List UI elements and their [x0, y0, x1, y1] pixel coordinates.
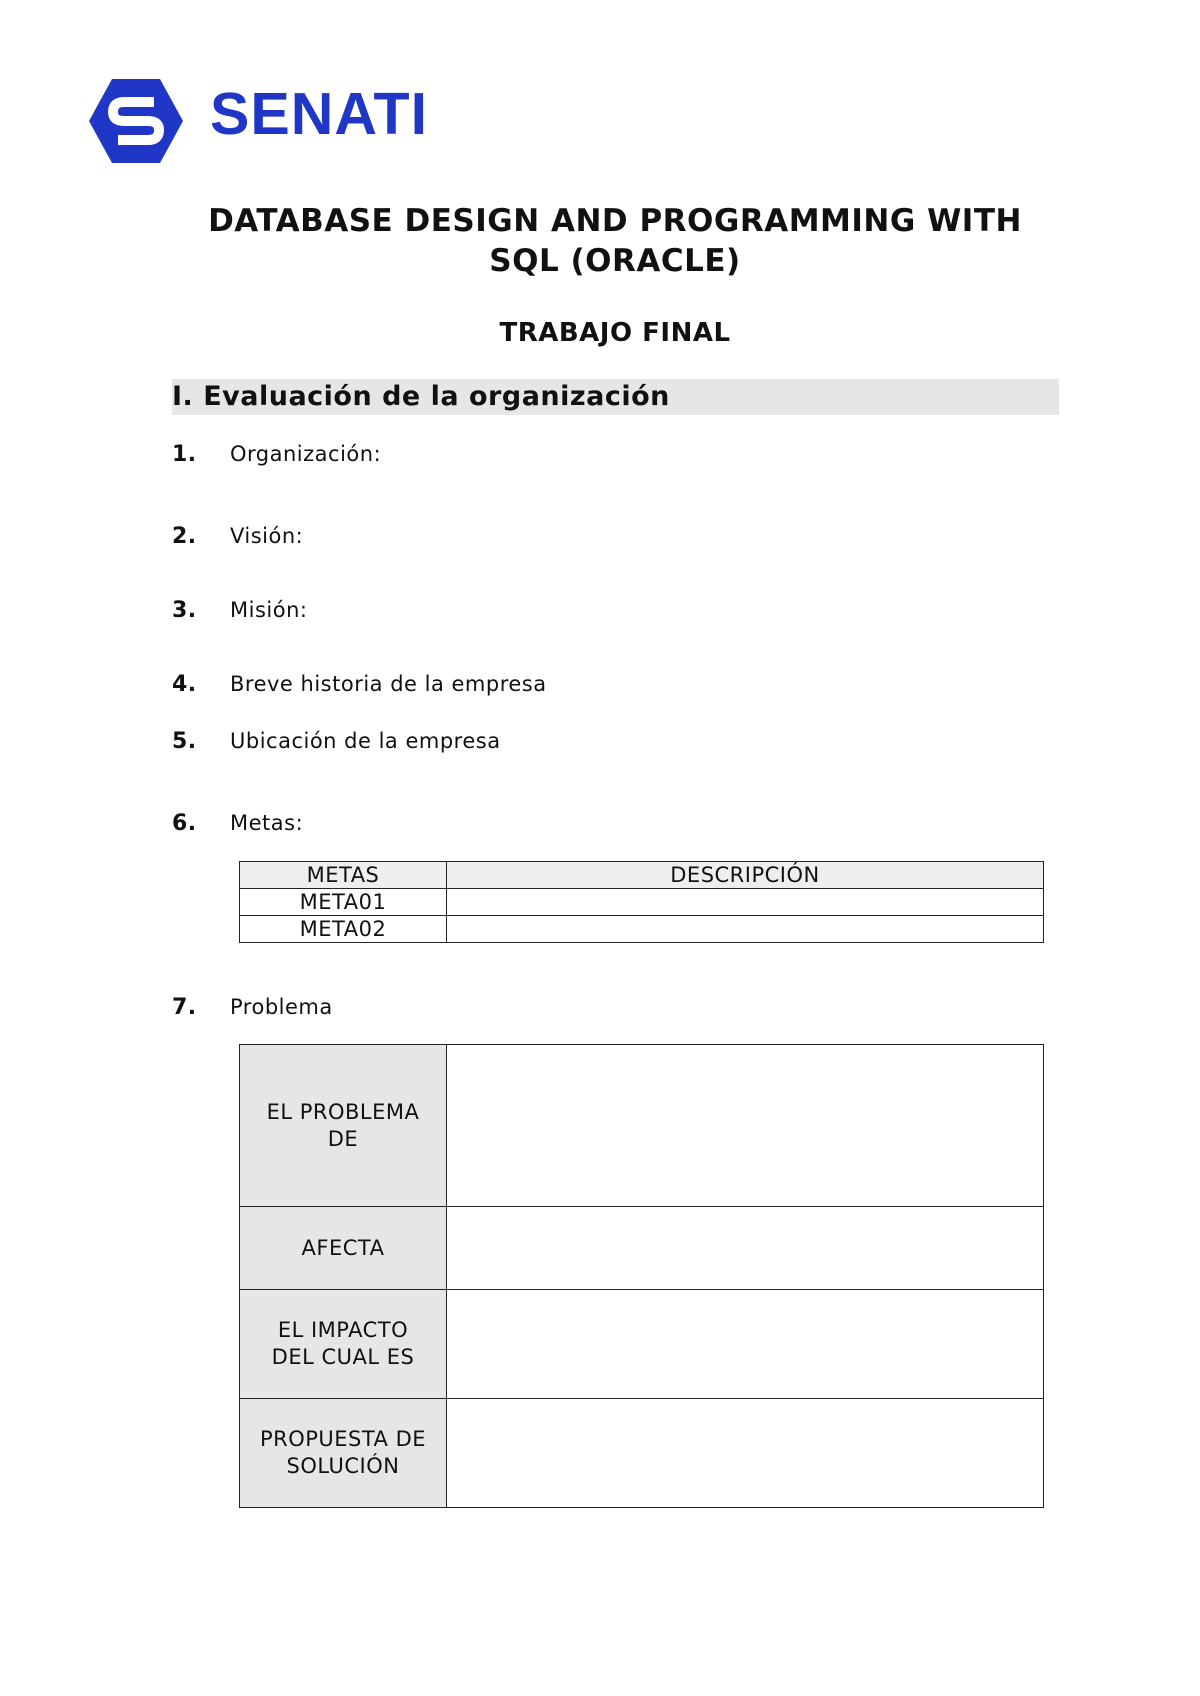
- metas-table: [239, 861, 1044, 943]
- table-row: [240, 916, 1044, 943]
- item-mision: [172, 598, 307, 623]
- item-label: Visión:: [230, 524, 304, 548]
- item-label: Misión:: [230, 598, 308, 622]
- problem-label-cell: [240, 1045, 447, 1207]
- problem-value-cell[interactable]: [447, 1045, 1044, 1207]
- document-title: [150, 201, 1080, 281]
- item-ubicacion: [172, 729, 501, 754]
- impacto-label-cell: [240, 1290, 447, 1399]
- label-line: EL PROBLEMA: [266, 1099, 420, 1124]
- table-row: [240, 889, 1044, 916]
- item-problema: [172, 995, 333, 1020]
- table-row: [240, 1045, 1044, 1207]
- item-number: 5.: [172, 729, 197, 754]
- item-number: 3.: [172, 598, 197, 623]
- propuesta-label-cell: [240, 1399, 447, 1508]
- table-header-row: [240, 862, 1044, 889]
- meta-id-cell: META02: [240, 916, 447, 943]
- label-line: DE: [327, 1126, 359, 1151]
- item-number: 1.: [172, 442, 197, 467]
- senati-wordmark: SENATI: [210, 81, 428, 147]
- label-line: PROPUESTA DE: [259, 1427, 427, 1451]
- table-row: [240, 1290, 1044, 1399]
- item-number: 6.: [172, 811, 197, 836]
- item-metas: [172, 811, 303, 836]
- header-metas: METAS: [240, 862, 447, 889]
- propuesta-value-cell[interactable]: [447, 1399, 1044, 1508]
- meta-description-cell[interactable]: [447, 889, 1044, 916]
- item-label: Organización:: [230, 442, 382, 466]
- label-line: AFECTA: [301, 1235, 385, 1260]
- problem-table: [239, 1044, 1044, 1508]
- label-line: SOLUCIÓN: [286, 1454, 400, 1478]
- header-descripcion: DESCRIPCIÓN: [447, 862, 1044, 889]
- table-row: [240, 1399, 1044, 1508]
- meta-description-cell[interactable]: [447, 916, 1044, 943]
- item-number: 2.: [172, 524, 197, 549]
- label-line: EL IMPACTO: [277, 1318, 409, 1342]
- meta-id-cell: META01: [240, 889, 447, 916]
- table-row: [240, 1207, 1044, 1290]
- item-number: 4.: [172, 672, 197, 697]
- title-line-2: SQL (ORACLE): [489, 243, 741, 279]
- item-vision: [172, 524, 303, 549]
- item-historia: [172, 672, 547, 697]
- senati-emblem-icon: [88, 77, 184, 165]
- item-organizacion: [172, 442, 381, 467]
- senati-logo: [88, 77, 428, 167]
- item-label: Metas:: [230, 811, 304, 835]
- item-number: 7.: [172, 995, 197, 1020]
- item-label: Ubicación de la empresa: [230, 729, 501, 753]
- afecta-value-cell[interactable]: [447, 1207, 1044, 1290]
- document-subtitle: TRABAJO FINAL: [499, 318, 731, 348]
- label-line: DEL CUAL ES: [271, 1345, 415, 1369]
- item-label: Problema: [230, 995, 333, 1019]
- title-line-1: DATABASE DESIGN AND PROGRAMMING WITH: [208, 203, 1022, 239]
- impacto-value-cell[interactable]: [447, 1290, 1044, 1399]
- item-label: Breve historia de la empresa: [230, 672, 547, 696]
- section-title: I. Evaluación de la organización: [172, 381, 670, 412]
- afecta-label-cell: [240, 1207, 447, 1290]
